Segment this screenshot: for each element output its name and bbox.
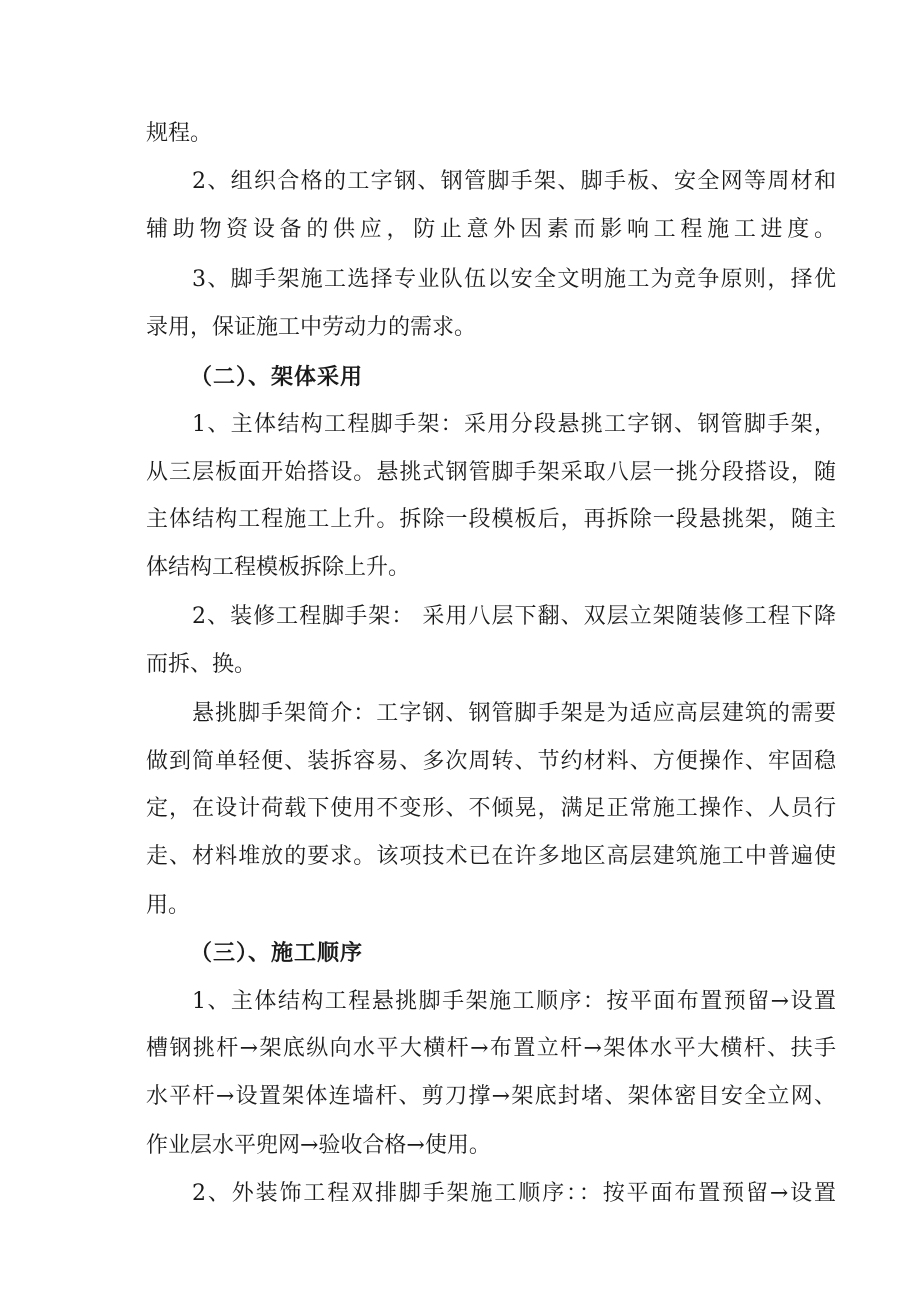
text-line: 水平杆→设置架体连墙杆、剪刀撑→架底封堵、架体密目安全立网、: [146, 1084, 836, 1109]
text-line: 录用，保证施工中劳动力的需求。: [146, 315, 477, 340]
text-line: 做到简单轻便、装拆容易、多次周转、节约材料、方便操作、牢固稳: [146, 749, 836, 774]
section-heading: （三）、施工顺序: [190, 940, 364, 966]
text-line: 而拆、换。: [146, 652, 257, 677]
text-line: 2、组织合格的工字钢、钢管脚手架、脚手板、安全网等周材和: [192, 169, 836, 194]
text-line: 辅助物资设备的供应，防止意外因素而影响工程施工进度。: [146, 217, 836, 242]
text-line: 槽钢挑杆→架底纵向水平大横杆→布置立杆→架体水平大横杆、扶手: [146, 1036, 836, 1061]
text-line: 从三层板面开始搭设。悬挑式钢管脚手架采取八层一挑分段搭设，随: [146, 460, 836, 485]
text-line: 规程。: [146, 121, 213, 146]
text-line: 体结构工程模板拆除上升。: [146, 555, 411, 580]
text-line: 2、外装饰工程双排脚手架施工顺序：：按平面布置预留→设置: [192, 1181, 836, 1206]
text-line: 悬挑脚手架简介：工字钢、钢管脚手架是为适应高层建筑的需要: [192, 701, 836, 726]
text-line: 定，在设计荷载下使用不变形、不倾晃，满足正常施工操作、人员行: [146, 796, 836, 821]
section-heading: （二）、架体采用: [190, 364, 364, 390]
text-line: 用。: [146, 893, 191, 918]
text-line: 1、主体结构工程脚手架：采用分段悬挑工字钢、钢管脚手架，: [192, 412, 836, 437]
text-line: 2、装修工程脚手架： 采用八层下翻、双层立架随装修工程下降: [192, 604, 836, 629]
text-line: 1、主体结构工程悬挑脚手架施工顺序：按平面布置预留→设置: [192, 989, 836, 1014]
text-line: 主体结构工程施工上升。拆除一段模板后，再拆除一段悬挑架，随主: [146, 507, 836, 532]
text-line: 3、脚手架施工选择专业队伍以安全文明施工为竞争原则，择优: [192, 267, 836, 292]
text-line: 作业层水平兜网→验收合格→使用。: [146, 1133, 491, 1158]
text-line: 走、材料堆放的要求。该项技术已在许多地区高层建筑施工中普遍使: [146, 844, 836, 869]
